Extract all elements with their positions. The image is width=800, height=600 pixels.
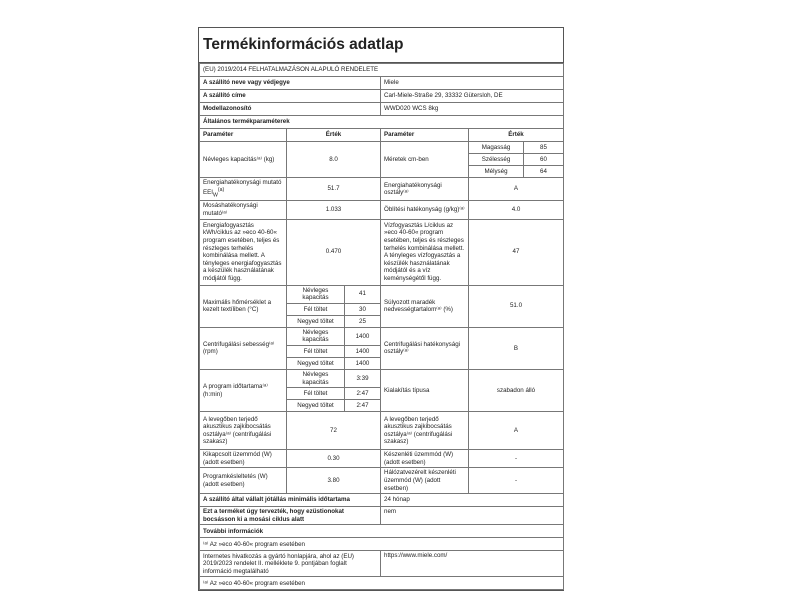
- spin-quarter-label: Negyed töltet: [287, 358, 345, 370]
- standby-value: -: [469, 450, 564, 468]
- noise-value: 72: [287, 412, 381, 450]
- spin-class-value: B: [469, 327, 564, 369]
- water-consumption-value: 47: [469, 219, 564, 285]
- info-table: [199, 63, 564, 590]
- param-header-left: Paraméter: [200, 129, 287, 142]
- delay-start-label: Programkésleltetés (W) (adott esetben): [200, 468, 287, 494]
- spin-speed-label: Centrifugálási sebesség⁽ᵃ⁾ (rpm): [200, 327, 287, 369]
- delay-start-value: 3.80: [287, 468, 381, 494]
- param-header-right: Paraméter: [381, 129, 469, 142]
- footnote-a: ⁽ᵃ⁾ Az »eco 40-60« program esetében: [200, 538, 564, 551]
- product-information-sheet: [198, 27, 564, 591]
- supplier-name-label: A szállító neve vagy védjegye: [200, 77, 381, 90]
- energy-class-label: Energiahatékonysági osztály⁽ᵃ⁾: [381, 178, 469, 201]
- supplier-address: Carl-Miele-Straße 29, 33332 Gütersloh, DE: [381, 90, 564, 103]
- spin-half-label: Fél töltet: [287, 346, 345, 358]
- max-temp-rated-label: Névleges kapacitás: [287, 285, 345, 303]
- duration-half-value: 2:47: [345, 388, 381, 400]
- rated-capacity-label: Névleges kapacitás⁽ᵃ⁾ (kg): [200, 142, 287, 178]
- install-value: szabadon álló: [469, 370, 564, 412]
- general-params-heading: Általános termékparaméterek: [200, 116, 564, 129]
- page-title: Termékinformációs adatlap: [199, 28, 563, 63]
- duration-label: A program időtartama⁽ᵃ⁾ (h:min): [200, 370, 287, 412]
- warranty-value: 24 hónap: [381, 494, 564, 507]
- energy-consumption-value: 0.470: [287, 219, 381, 285]
- value-header-right: Érték: [469, 129, 564, 142]
- spin-quarter-value: 1400: [345, 358, 381, 370]
- weblink-label: Internetes hivatkozás a gyártó honlapjára, ahol az (EU) 2019/2023 rendelet II. melléklete 9. pontjában foglalt információ megtalálható: [200, 551, 381, 577]
- washing-index-value: 1.033: [287, 201, 381, 219]
- networked-label: Hálózatvezérelt készenléti üzemmód (W) (adott esetben): [381, 468, 469, 494]
- height-label: Magasság: [469, 142, 524, 154]
- height-value: 85: [524, 142, 564, 154]
- standby-label: Készenléti üzemmód (W) (adott esetben): [381, 450, 469, 468]
- moisture-label: Súlyozott maradék nedvességtartalom⁽ᵃ⁾ (%): [381, 285, 469, 327]
- off-mode-value: 0.30: [287, 450, 381, 468]
- spin-half-value: 1400: [345, 346, 381, 358]
- eei-value: 51.7: [287, 178, 381, 201]
- regulation-line: (EU) 2019/2014 FELHATALMAZÁSON ALAPULÓ RENDELETE: [200, 64, 564, 77]
- spin-rated-value: 1400: [345, 327, 381, 345]
- install-label: Kialakítás típusa: [381, 370, 469, 412]
- noise-label: A levegőben terjedő akusztikus zajkibocsátás osztálya⁽ᵃ⁾ (centrifugálási szakasz): [200, 412, 287, 450]
- weblink-value: https://www.miele.com/: [381, 551, 564, 577]
- washing-index-label: Mosáshatékonysági mutató⁽ᵃ⁾: [200, 201, 287, 219]
- energy-class-value: A: [469, 178, 564, 201]
- silver-ion-value: nem: [381, 507, 564, 525]
- energy-consumption-label: Energiafogyasztás kWh/ciklus az »eco 40-60« program esetében, teljes és részleges terhelés kombinálása mellett. A tényleges energiafogyasztás a készülék használatának módjától függ.: [200, 219, 287, 285]
- width-label: Szélesség: [469, 154, 524, 166]
- model-id: WWD020 WCS 8kg: [381, 103, 564, 116]
- max-temp-half-label: Fél töltet: [287, 303, 345, 315]
- width-value: 60: [524, 154, 564, 166]
- max-temp-quarter-label: Negyed töltet: [287, 315, 345, 327]
- supplier-address-label: A szállító címe: [200, 90, 381, 103]
- noise-class-value: A: [469, 412, 564, 450]
- networked-value: -: [469, 468, 564, 494]
- dimensions-label: Méretek cm-ben: [381, 142, 469, 178]
- duration-quarter-value: 2:47: [345, 400, 381, 412]
- noise-class-label: A levegőben terjedő akusztikus zajkibocsátás osztálya⁽ᵃ⁾ (centrifugálási szakasz): [381, 412, 469, 450]
- value-header-left: Érték: [287, 129, 381, 142]
- depth-label: Mélység: [469, 166, 524, 178]
- rinsing-label: Öblítési hatékonyság (g/kg)⁽ᵃ⁾: [381, 201, 469, 219]
- duration-half-label: Fél töltet: [287, 388, 345, 400]
- supplier-name: Miele: [381, 77, 564, 90]
- warranty-label: A szállító által vállalt jótállás minimális időtartama: [200, 494, 381, 507]
- eei-label: Energiahatékonysági mutató $EEI_W^{(a)}$: [200, 178, 287, 201]
- spin-rated-label: Névleges kapacitás: [287, 327, 345, 345]
- spin-class-label: Centrifugálási hatékonysági osztály⁽ᵃ⁾: [381, 327, 469, 369]
- duration-quarter-label: Negyed töltet: [287, 400, 345, 412]
- rinsing-value: 4.0: [469, 201, 564, 219]
- additional-info-heading: További információk: [200, 525, 564, 538]
- rated-capacity-value: 8.0: [287, 142, 381, 178]
- depth-value: 64: [524, 166, 564, 178]
- silver-ion-label: Ezt a terméket úgy tervezték, hogy ezüstionokat bocsásson ki a mosási ciklus alatt: [200, 507, 381, 525]
- max-temp-half-value: 30: [345, 303, 381, 315]
- max-temp-rated-value: 41: [345, 285, 381, 303]
- water-consumption-label: Vízfogyasztás L/ciklus az »eco 40-60« program esetében, teljes és részleges terhelés kombinálása mellett. A tényleges vízfogyasztás a készülék használatának módjától és a víz keménységétől függ.: [381, 219, 469, 285]
- duration-rated-value: 3:39: [345, 370, 381, 388]
- max-temp-label: Maximális hőmérséklet a kezelt textíliben (°C): [200, 285, 287, 327]
- footnote-a-bottom: ⁽ᵃ⁾ Az »eco 40-60« program esetében: [200, 577, 564, 590]
- moisture-value: 51.0: [469, 285, 564, 327]
- off-mode-label: Kikapcsolt üzemmód (W) (adott esetben): [200, 450, 287, 468]
- max-temp-quarter-value: 25: [345, 315, 381, 327]
- duration-rated-label: Névleges kapacitás: [287, 370, 345, 388]
- model-label: Modellazonosító: [200, 103, 381, 116]
